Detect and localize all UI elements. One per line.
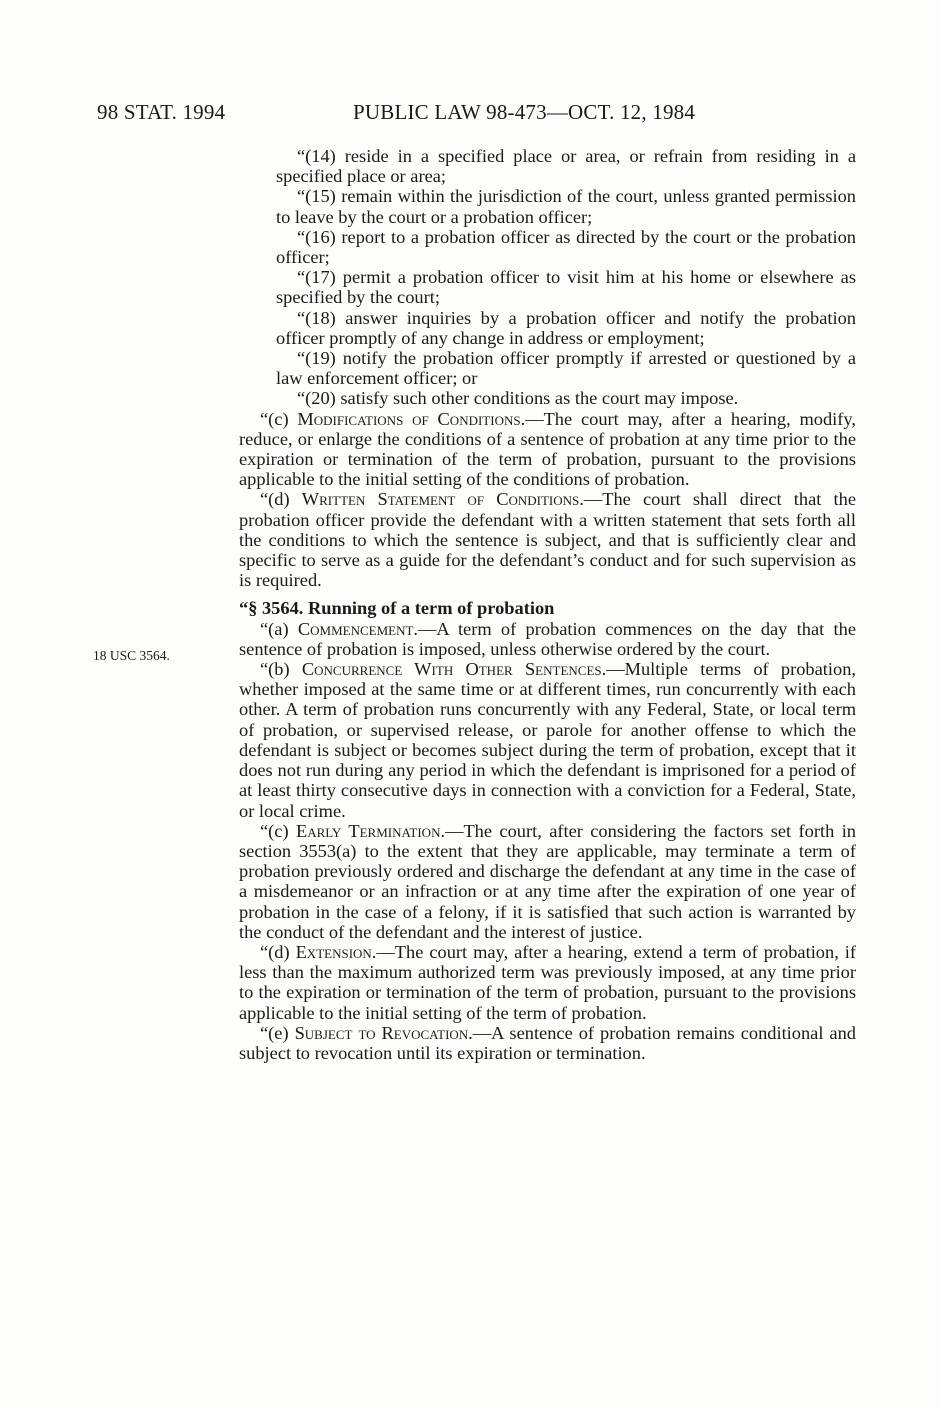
- subsection-heading: Written Statement of Conditions.: [301, 489, 584, 510]
- statute-body: [239, 146, 856, 1063]
- section-3564-c: [239, 821, 856, 942]
- condition-item-15: “(15) remain within the jurisdiction of the court, unless granted permission to leave by the court or a probation officer;: [276, 186, 856, 227]
- section-3564-title: “§ 3564. Running of a term of probation: [239, 598, 555, 619]
- page-header: [0, 100, 940, 130]
- statute-page-number: 98 STAT. 1994: [97, 100, 226, 124]
- section-3564-b: [239, 659, 856, 821]
- condition-item-14: “(14) reside in a specified place or area, or refrain from residing in a specified place or area;: [276, 146, 856, 187]
- subsection-text: —The court, after considering the factors set forth in section 3553(a) to the extent that they are applicable, may terminate a term of probation previously ordered and discharge the defendant at any time in the case of a misdemeanor or an infraction or at any time after the expiration of one year of probation in the case of a felony, if it is satisfied that such action is warranted by the conduct of the defendant and the interest of justice.: [239, 820, 856, 942]
- condition-item-18: “(18) answer inquiries by a probation officer and notify the probation officer promptly of any change in address or employment;: [276, 307, 856, 348]
- subsection-text: —The court shall direct that the probation officer provide the defendant with a written statement that sets forth all the conditions to which the sentence is subject, and that is sufficiently clear and specific to serve as a guide for the defendant’s conduct and for such supervision as is required.: [239, 489, 856, 591]
- subsection-text: —Multiple terms of probation, whether imposed at the same time or at different times, run concurrently with each other. A term of probation runs concurrently with any Federal, State, or local term of probation, or supervised release, or parole for another offense to which the defendant is subject or becomes subject during the term of probation, except that it does not run during any period in which the defendant is imprisoned for a period of at least thirty consecutive days in connection with a conviction for a Federal, State, or local crime.: [239, 659, 856, 821]
- condition-item-17: “(17) permit a probation officer to visit him at his home or elsewhere as specified by the court;: [276, 267, 856, 308]
- section-3564-e: [239, 1023, 856, 1063]
- subsection-prefix: “(b): [260, 659, 302, 680]
- condition-item-16: “(16) report to a probation officer as directed by the court or the probation officer;: [276, 226, 856, 268]
- subsection-heading: Early Termination.: [295, 820, 446, 841]
- condition-item-20: “(20) satisfy such other conditions as the court may impose.: [297, 388, 739, 409]
- subsection-c-modifications: [239, 409, 856, 490]
- subsection-text: —A term of probation commences on the day that the sentence of probation is imposed, unless otherwise ordered by the court.: [239, 618, 856, 659]
- subsection-prefix: “(c): [260, 820, 296, 841]
- subsection-heading: Commencement.: [297, 618, 418, 639]
- section-3564-a: [239, 619, 856, 659]
- subsection-prefix: “(e): [260, 1022, 295, 1043]
- section-3564-d: [239, 942, 856, 1023]
- subsection-text: —The court may, after a hearing, modify, reduce, or enlarge the conditions of a sentence of probation at any time prior to the expiration or termination of the term of probation, pursuant to the provisions applicable to the initial setting of the conditions of probation.: [239, 408, 857, 490]
- subsection-heading: Concurrence With Other Sentences.: [301, 659, 607, 680]
- public-law-title: PUBLIC LAW 98-473—OCT. 12, 1984: [353, 100, 696, 124]
- subsection-heading: Modifications of Conditions.: [297, 408, 526, 429]
- condition-item-19: “(19) notify the probation officer promptly if arrested or questioned by a law enforcement officer; or: [276, 348, 856, 389]
- subsection-prefix: “(d): [260, 489, 302, 510]
- subsection-d-written-statement: [239, 489, 856, 590]
- subsection-text: —A sentence of probation remains conditional and subject to revocation until its expiration or termination.: [239, 1022, 856, 1063]
- margin-citation: 18 USC 3564.: [93, 648, 170, 663]
- subsection-text: —The court may, after a hearing, extend a term of probation, if less than the maximum authorized term was previously imposed, at any time prior to the expiration or termination of the term of probation, pursuant to the provisions applicable to the initial setting of the term of probation.: [239, 941, 856, 1023]
- subsection-heading: Subject to Revocation.: [294, 1022, 473, 1043]
- subsection-heading: Extension.: [295, 941, 377, 962]
- subsection-prefix: “(c): [260, 408, 298, 429]
- subsection-prefix: “(a): [260, 618, 298, 639]
- subsection-prefix: “(d): [260, 941, 296, 962]
